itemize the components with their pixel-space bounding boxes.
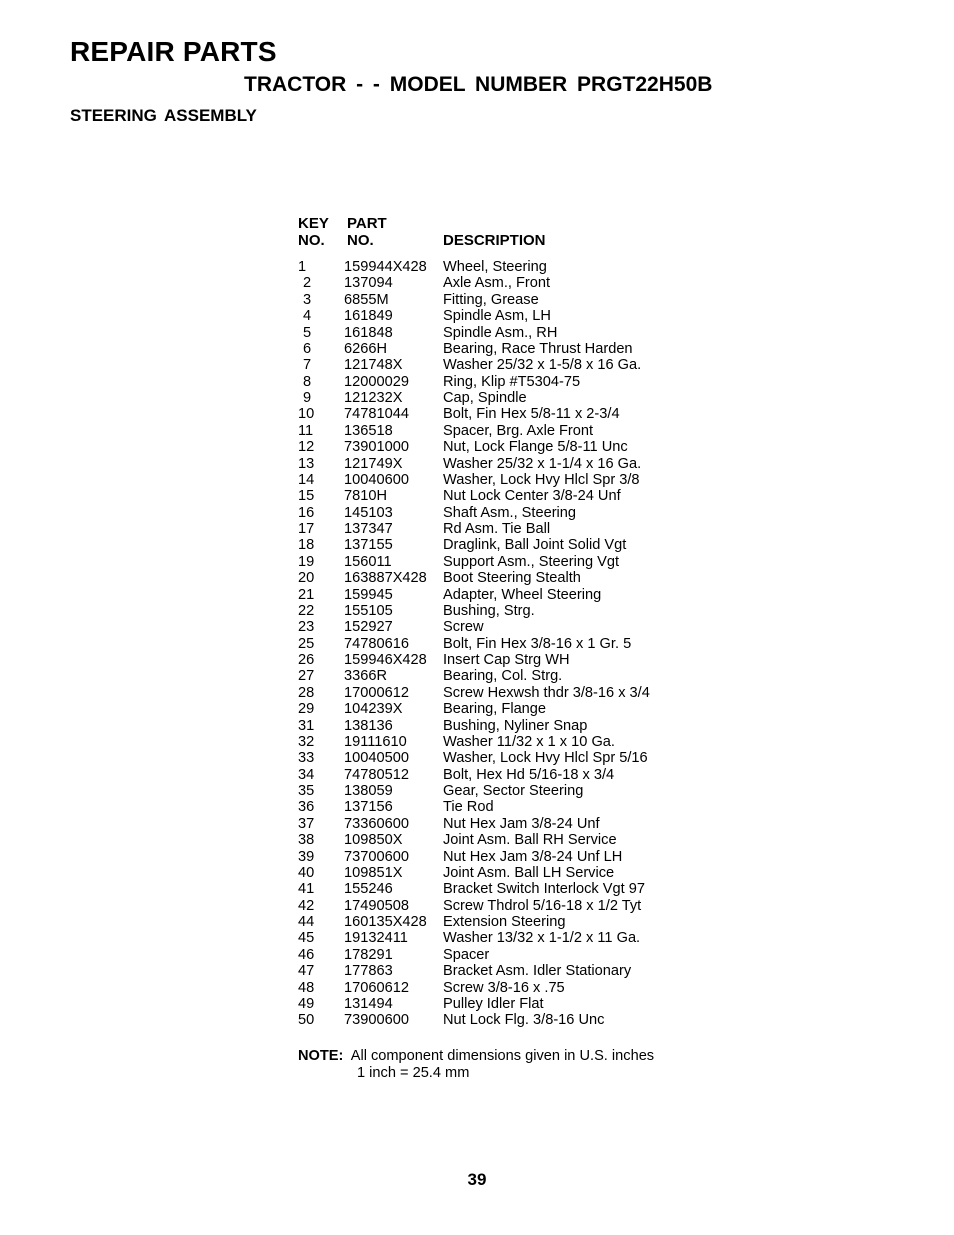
description: Bolt, Fin Hex 3/8-16 x 1 Gr. 5 [443,635,632,652]
header-part-line2: NO. [347,232,374,249]
key-no: 27 [298,668,315,685]
description: Nut Hex Jam 3/8-24 Unf [443,815,600,832]
part-no: 73900600 [344,1012,409,1029]
description: Nut Lock Center 3/8-24 Unf [443,488,621,505]
key-no: 40 [298,864,315,881]
key-no: 32 [298,733,315,750]
key-no: 28 [298,684,315,701]
part-no: 137347 [344,521,393,537]
note-label: NOTE: [298,1048,344,1064]
part-no: 121232X [344,390,403,406]
description: Spindle Asm., RH [443,324,558,341]
part-no: 17490508 [344,897,409,914]
description: Bushing, Strg. [443,602,535,619]
note-line1: All component dimensions given in U.S. inches [350,1048,655,1064]
key-no: 44 [298,914,315,930]
description: Ring, Klip #T5304-75 [443,373,581,390]
part-no: 161849 [344,308,393,325]
part-no: 152927 [344,619,393,636]
part-no: 73360600 [344,815,409,832]
part-no: 163887X428 [344,570,427,587]
note-line2: 1 inch = 25.4 mm [357,1064,470,1081]
part-no: 138136 [344,717,393,734]
part-no: 6855M [344,291,389,308]
key-no: 3 [303,291,312,308]
description: Washer 11/32 x 1 x 10 Ga. [443,733,615,750]
description: Cap, Spindle [443,390,527,406]
key-no: 15 [298,488,315,505]
part-no: 178291 [344,946,393,963]
key-no: 12 [298,439,315,456]
description: Spacer, Brg. Axle Front [443,422,594,439]
description: Joint Asm. Ball RH Service [443,832,617,849]
description: Nut, Lock Flange 5/8-11 Unc [443,439,628,456]
key-no: 45 [298,930,315,947]
key-no: 20 [298,570,315,587]
key-no: 2 [303,275,312,292]
key-no: 46 [298,946,315,963]
header-key-line2: NO. [298,232,325,249]
key-no: 38 [298,832,315,849]
part-no: 138059 [344,783,393,799]
key-no: 10 [298,406,315,423]
part-no: 3366R [344,668,388,685]
description: Bearing, Flange [443,701,547,718]
description: Washer, Lock Hvy Hlcl Spr 5/16 [443,750,648,767]
description: Fitting, Grease [443,291,539,308]
description: Nut Lock Flg. 3/8-16 Unc [443,1012,605,1029]
part-no: 19111610 [344,733,407,750]
description: Gear, Sector Steering [443,783,584,799]
header-part-line1: PART [347,215,387,232]
key-no: 4 [303,308,312,325]
part-no: 73700600 [344,848,409,865]
part-no: 137156 [344,799,393,816]
key-no: 9 [303,390,312,406]
header-part-no [347,215,387,249]
key-no: 7 [303,357,312,374]
description: Screw Hexwsh thdr 3/8-16 x 3/4 [443,684,650,701]
description: Bracket Switch Interlock Vgt 97 [443,881,645,898]
part-no: 17000612 [344,684,409,701]
part-no: 73901000 [344,439,409,456]
description: Screw [443,619,484,636]
part-no: 19132411 [344,930,408,947]
description: Pulley Idler Flat [443,995,544,1012]
description: Insert Cap Strg WH [443,652,570,668]
key-no: 36 [298,799,315,816]
part-no: 121748X [344,357,403,374]
part-no: 121749X [344,455,403,472]
description: Draglink, Ball Joint Solid Vgt [443,537,627,554]
key-no: 26 [298,652,315,668]
key-no: 16 [298,504,315,521]
key-no: 11 [298,422,314,439]
key-no: 6 [303,340,312,357]
description: Bushing, Nyliner Snap [443,717,588,734]
part-no: 74780512 [344,766,409,783]
key-no: 47 [298,963,315,980]
header-description: DESCRIPTION [443,232,546,249]
part-no: 161848 [344,324,393,341]
part-no: 131494 [344,995,393,1012]
key-no: 21 [298,586,315,603]
description: Axle Asm., Front [443,275,551,292]
part-no: 159945 [344,586,393,603]
description: Tie Rod [443,799,494,816]
key-no: 17 [298,521,315,537]
description: Shaft Asm., Steering [443,504,577,521]
key-no: 33 [298,750,315,767]
part-no: 137094 [344,275,393,292]
description: Adapter, Wheel Steering [443,586,602,603]
key-no: 14 [298,471,315,488]
key-no: 13 [298,455,315,472]
description: Spacer [443,946,490,963]
part-no: 12000029 [344,373,409,390]
part-no: 155105 [344,602,393,619]
description: Bracket Asm. Idler Stationary [443,963,632,980]
key-no: 5 [303,324,312,341]
description: Joint Asm. Ball LH Service [443,864,615,881]
key-no: 48 [298,979,315,996]
page-title: REPAIR PARTS [70,36,277,67]
key-no: 8 [303,373,312,390]
description: Nut Hex Jam 3/8-24 Unf LH [443,848,623,865]
key-no: 50 [298,1012,315,1029]
key-no: 37 [298,815,315,832]
part-no: 160135X428 [344,914,427,930]
description: Screw Thdrol 5/16-18 x 1/2 Tyt [443,897,642,914]
page-number: 39 [467,1170,487,1189]
key-no: 39 [298,848,315,865]
part-no: 156011 [344,553,392,570]
description: Washer 13/32 x 1-1/2 x 11 Ga. [443,930,641,947]
key-no: 49 [298,995,315,1012]
key-no: 29 [298,701,315,718]
key-no: 19 [298,553,315,570]
part-no: 136518 [344,422,393,439]
description: Bearing, Race Thrust Harden [443,340,633,357]
key-no: 41 [298,881,315,898]
part-no: 6266H [344,340,388,357]
description: Washer 25/32 x 1-5/8 x 16 Ga. [443,357,642,374]
part-no: 145103 [344,504,393,521]
note [298,1048,654,1081]
description: Support Asm., Steering Vgt [443,553,620,570]
description: Washer 25/32 x 1-1/4 x 16 Ga. [443,455,642,472]
key-no: 18 [298,537,315,554]
key-no: 34 [298,766,315,783]
part-no: 7810H [344,488,388,505]
description: Wheel, Steering [443,259,547,275]
part-no: 159944X428 [344,259,427,275]
part-no: 155246 [344,881,393,898]
description: Bearing, Col. Strg. [443,668,563,685]
part-no: 74780616 [344,635,409,652]
header-key-no [298,215,329,249]
part-no: 74781044 [344,406,409,423]
part-no: 137155 [344,537,393,554]
part-no: 104239X [344,701,403,718]
key-no: 1 [298,259,307,275]
part-no: 109850X [344,832,403,849]
key-no: 31 [298,717,315,734]
description: Screw 3/8-16 x .75 [443,979,565,996]
part-no: 159946X428 [344,652,427,668]
part-no: 10040500 [344,750,409,767]
key-no: 42 [298,897,315,914]
key-no: 23 [298,619,315,636]
key-no: 35 [298,783,315,799]
description: Bolt, Fin Hex 5/8-11 x 2-3/4 [443,406,620,423]
description: Boot Steering Stealth [443,570,581,587]
description: Bolt, Hex Hd 5/16-18 x 3/4 [443,766,615,783]
description: Spindle Asm, LH [443,308,551,325]
description: Rd Asm. Tie Ball [443,521,551,537]
part-no: 109851X [344,864,403,881]
key-no: 22 [298,602,315,619]
model-subtitle: TRACTOR - - MODEL NUMBER PRGT22H50B [244,73,713,96]
section-title: STEERING ASSEMBLY [70,106,257,125]
part-no: 10040600 [344,471,409,488]
description: Washer, Lock Hvy Hlcl Spr 3/8 [443,471,640,488]
header-key-line1: KEY [298,215,329,232]
key-no: 25 [298,635,315,652]
description: Extension Steering [443,914,566,930]
part-no: 17060612 [344,979,409,996]
part-no: 177863 [344,963,393,980]
